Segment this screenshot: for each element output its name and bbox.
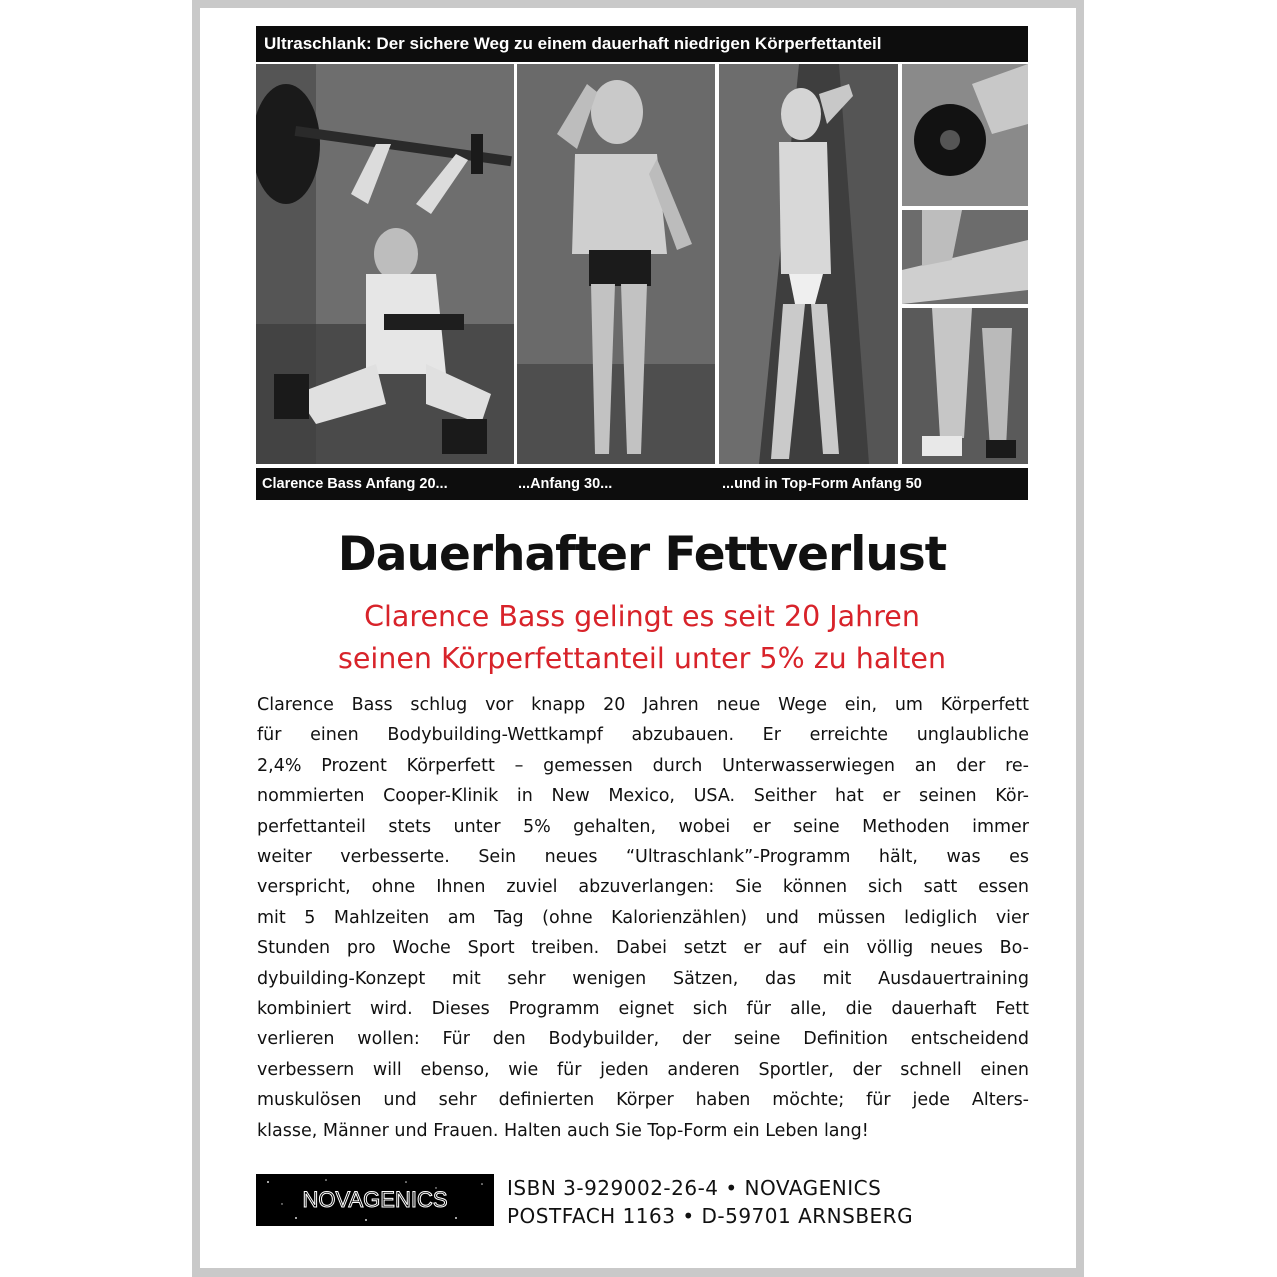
photo-bodybuilder-age-30 (517, 64, 715, 464)
caption-age-30: ...Anfang 30... (518, 476, 613, 492)
headline: Dauerhafter Fettverlust (337, 527, 947, 582)
caption-bar (256, 468, 1028, 500)
isbn-line: ISBN 3-929002-26-4 • NOVAGENICS (507, 1176, 882, 1200)
body-line: verlieren wollen: Für den Bodybuilder, der seine Definition entscheidend (257, 1029, 1029, 1050)
body-line: für einen Bodybuilding-Wettkampf abzubauen. Er erreichte unglaubliche (257, 725, 1029, 746)
body-line: 2,4% Prozent Körperfett – gemessen durch Unterwasserwiegen an der re- (257, 755, 1029, 776)
photo-weightlifter (256, 64, 514, 464)
photo-dumbbell (902, 64, 1028, 206)
body-line: dybuilding-Konzept mit sehr wenigen Sätzen, das mit Ausdauertraining (257, 968, 1029, 989)
body-line: mit 5 Mahlzeiten am Tag (ohne Kalorienzählen) und müssen lediglich vier (257, 907, 1029, 928)
caption-age-50: ...und in Top-Form Anfang 50 (722, 476, 922, 492)
photo-training-legs (902, 210, 1028, 304)
body-line: verbessern will ebenso, wie für jeden anderen Sportler, der schnell einen (257, 1059, 1029, 1080)
body-line: Stunden pro Woche Sport treiben. Dabei setzt er auf ein völlig neues Bo- (257, 938, 1029, 959)
body-line: weiter verbesserte. Sein neues “Ultraschlank”-Programm hält, was es (257, 847, 1029, 868)
body-line: nommierten Cooper-Klinik in New Mexico, USA. Seither hat er seinen Kör- (257, 786, 1029, 807)
photo-training-calves (902, 308, 1028, 464)
subheadline (256, 596, 1028, 680)
body-text (257, 690, 1029, 1146)
publisher-info (507, 1174, 957, 1230)
body-line: Clarence Bass schlug vor knapp 20 Jahren neue Wege ein, um Körperfett (257, 695, 1029, 715)
subheadline-line-2: seinen Körperfettanteil unter 5% zu halten (337, 642, 947, 675)
body-line: klasse, Männer und Frauen. Halten auch Sie Top-Form ein Leben lang! (257, 1120, 869, 1141)
address-line: POSTFACH 1163 • D-59701 ARNSBERG (507, 1204, 914, 1228)
top-banner: Ultraschlank: Der sichere Weg zu einem dauerhaft niedrigen Körperfettanteil (256, 26, 1028, 62)
subheadline-line-1: Clarence Bass gelingt es seit 20 Jahren (364, 600, 920, 633)
photo-bodybuilder-age-50 (719, 64, 898, 464)
body-line: perfettanteil stets unter 5% gehalten, wobei er seine Methoden immer (257, 816, 1029, 837)
novagenics-logo (256, 1174, 494, 1226)
body-line: verspricht, ohne Ihnen zuviel abzuverlangen: Sie können sich satt essen (257, 877, 1029, 898)
caption-age-20: Clarence Bass Anfang 20... (262, 476, 448, 492)
body-line: kombiniert wird. Dieses Programm eignet sich für alle, die dauerhaft Fett (257, 999, 1029, 1020)
body-line: muskulösen und sehr definierten Körper haben möchte; für jede Alters- (257, 1090, 1029, 1111)
logo-text: NOVAGENICS (302, 1187, 448, 1212)
